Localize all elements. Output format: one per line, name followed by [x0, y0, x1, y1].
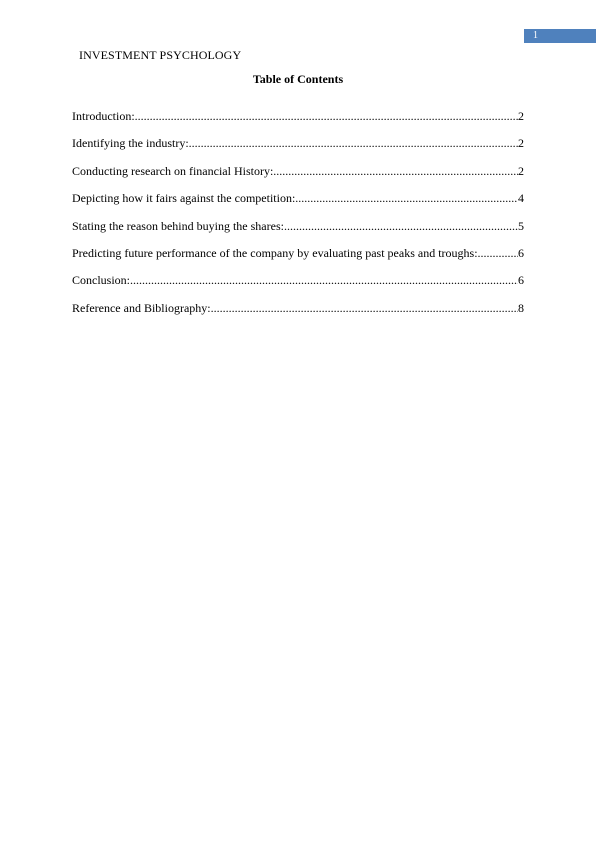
toc-dot-leader [135, 109, 518, 123]
toc-dot-leader [211, 301, 518, 315]
toc-entry-text: Depicting how it fairs against the competition: [72, 191, 296, 206]
toc-entry-page: 2 [518, 163, 524, 178]
toc-dot-leader [273, 164, 518, 178]
page-number-badge [524, 29, 596, 43]
toc-entry-references[interactable] [72, 301, 524, 328]
toc-entry-page: 4 [518, 191, 524, 206]
toc-entry-buying-shares[interactable] [72, 219, 524, 246]
toc-dot-leader [189, 136, 518, 150]
running-header: INVESTMENT PSYCHOLOGY [79, 48, 242, 62]
toc-entry-future-performance[interactable] [72, 246, 524, 273]
toc-entry-identifying-industry[interactable] [72, 136, 524, 163]
toc-entry-text: Conducting research on financial History: [72, 163, 274, 178]
toc-entry-text: Predicting future performance of the company by evaluating past peaks and troughs: [72, 245, 478, 260]
toc-entry-page: 6 [518, 273, 524, 288]
toc-entry-introduction[interactable] [72, 109, 524, 136]
toc-dot-leader [130, 273, 518, 287]
toc-entry-page: 2 [518, 109, 524, 123]
toc-entry-text: Introduction: [72, 109, 135, 123]
toc-entry-page: 5 [518, 218, 524, 233]
toc-list [72, 109, 524, 328]
toc-dot-leader [284, 219, 518, 233]
toc-entry-page: 2 [518, 136, 524, 151]
toc-entry-competition[interactable] [72, 191, 524, 218]
toc-entry-text: Reference and Bibliography: [72, 300, 211, 315]
page-number: 1 [533, 30, 538, 41]
toc-entry-page: 8 [518, 300, 524, 315]
toc-dot-leader [478, 246, 518, 260]
toc-entry-text: Stating the reason behind buying the shares: [72, 218, 284, 233]
toc-entry-text: Conclusion: [72, 273, 131, 288]
toc-entry-page: 6 [518, 245, 524, 260]
toc-entry-conclusion[interactable] [72, 273, 524, 300]
toc-title: Table of Contents [252, 72, 344, 86]
toc-entry-text: Identifying the industry: [72, 136, 189, 151]
toc-dot-leader [295, 191, 518, 205]
toc-entry-financial-history[interactable] [72, 164, 524, 191]
